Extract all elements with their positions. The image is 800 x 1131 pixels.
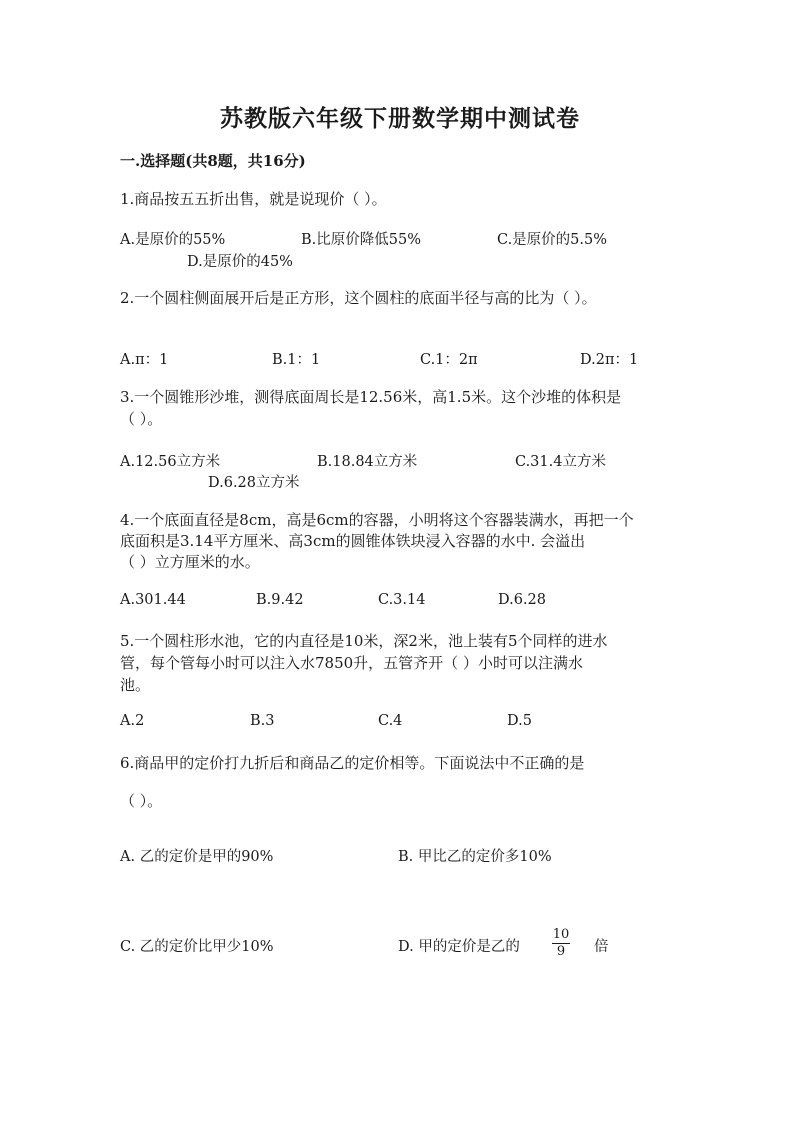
- question-2-option-b[interactable]: B.1：1: [272, 352, 321, 368]
- question-3-option-b[interactable]: B.18.84立方米: [317, 454, 418, 470]
- question-6-option-c[interactable]: C. 乙的定价比甲少10%: [120, 939, 274, 955]
- question-6-option-a[interactable]: A. 乙的定价是甲的90%: [120, 849, 274, 865]
- question-2-option-a[interactable]: A.π：1: [120, 352, 169, 368]
- question-1-option-a[interactable]: A.是原价的55%: [120, 232, 226, 248]
- question-4-option-a[interactable]: A.301.44: [120, 592, 186, 608]
- question-2-option-c[interactable]: C.1：2π: [420, 352, 478, 368]
- question-1-option-b[interactable]: B.比原价降低55%: [301, 232, 421, 248]
- question-1-option-d[interactable]: D.是原价的45%: [187, 254, 293, 270]
- question-5-stem-line-2: 管，每个管每小时可以注入水7850升，五管齐开（ ）小时可以注满水: [120, 654, 583, 672]
- question-5-stem-line-1: 5.一个圆柱形水池，它的内直径是10米，深2米，池上装有5个同样的进水: [120, 632, 608, 650]
- question-3-option-a[interactable]: A.12.56立方米: [120, 454, 221, 470]
- page-title: 苏教版六年级下册数学期中测试卷: [220, 105, 580, 132]
- question-4-option-d[interactable]: D.6.28: [498, 592, 547, 608]
- fraction-numerator: 10: [552, 927, 570, 942]
- fraction-denominator: 9: [556, 944, 566, 959]
- question-4-stem-line-2: 底面积是3.14平方厘米、高3cm的圆锥体铁块浸入容器的水中. 会溢出: [120, 532, 586, 550]
- question-6-option-d[interactable]: D. 甲的定价是乙的: [398, 939, 520, 955]
- question-3-stem-line-1: 3.一个圆锥形沙堆，测得底面周长是12.56米，高1.5米。这个沙堆的体积是: [120, 388, 622, 406]
- question-6-stem-line-1: 6.商品甲的定价打九折后和商品乙的定价相等。下面说法中不正确的是: [120, 754, 585, 772]
- question-6-stem-line-2: （ ）。: [120, 792, 163, 810]
- question-4-stem-line-3: （ ）立方厘米的水。: [120, 553, 260, 571]
- question-6-option-b[interactable]: B. 甲比乙的定价多10%: [398, 849, 552, 865]
- question-5-option-b[interactable]: B.3: [250, 713, 275, 729]
- question-3-stem-line-2: （ ）。: [120, 410, 163, 428]
- question-6-option-d-fraction: [552, 928, 570, 959]
- question-5-option-c[interactable]: C.4: [378, 713, 403, 729]
- question-1-stem: 1.商品按五五折出售，就是说现价（ ）。: [120, 190, 387, 208]
- question-3-option-d[interactable]: D.6.28立方米: [208, 475, 300, 491]
- question-4-option-b[interactable]: B.9.42: [256, 592, 304, 608]
- question-2-option-d[interactable]: D.2π：1: [580, 352, 639, 368]
- question-1-option-c[interactable]: C.是原价的5.5%: [497, 232, 608, 248]
- question-3-option-c[interactable]: C.31.4立方米: [515, 454, 606, 470]
- question-5-option-d[interactable]: D.5: [507, 713, 532, 729]
- question-5-option-a[interactable]: A.2: [120, 713, 145, 729]
- question-4-stem-line-1: 4.一个底面直径是8cm，高是6cm的容器，小明将这个容器装满水，再把一个: [120, 511, 634, 529]
- section-heading: 一.选择题(共8题，共16分): [120, 152, 306, 170]
- question-6-option-d-suffix: 倍: [594, 939, 609, 955]
- question-2-stem: 2.一个圆柱侧面展开后是正方形，这个圆柱的底面半径与高的比为（ ）。: [120, 289, 597, 307]
- question-4-option-c[interactable]: C.3.14: [378, 592, 426, 608]
- question-5-stem-line-3: 池。: [120, 676, 151, 694]
